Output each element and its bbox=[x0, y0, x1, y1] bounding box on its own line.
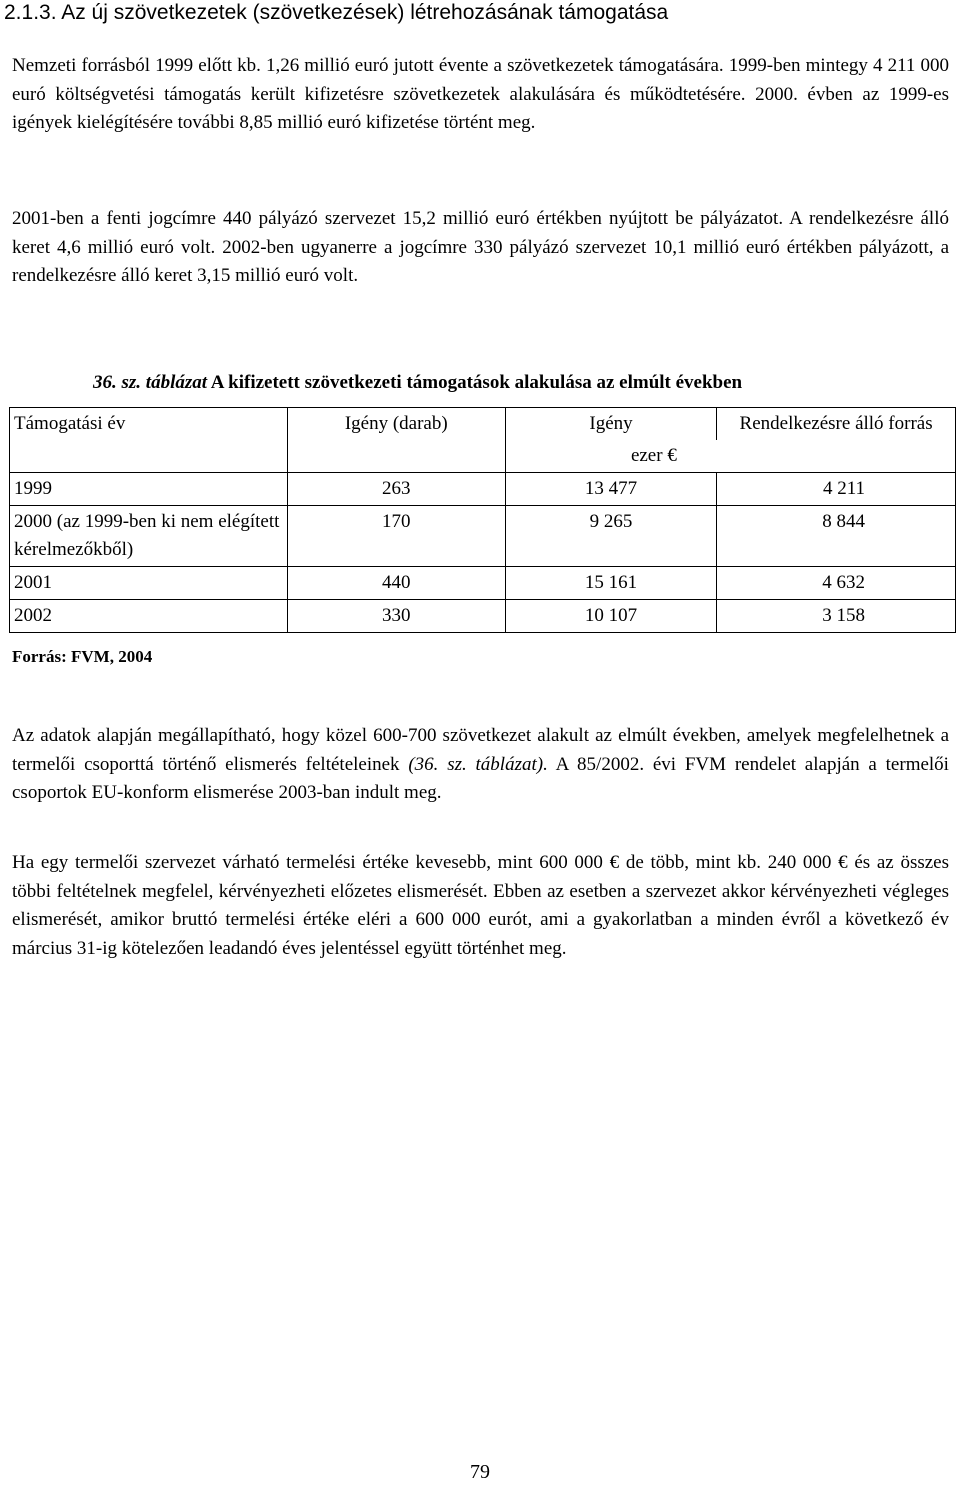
table-unit-row bbox=[10, 440, 956, 473]
table-cell: 15 161 bbox=[505, 567, 716, 600]
table-cell: 2001 bbox=[10, 567, 288, 600]
table-caption-number: 36. sz. táblázat bbox=[93, 372, 208, 393]
paragraph-3 bbox=[12, 722, 949, 808]
table-cell: 2000 (az 1999-ben ki nem elégített kérelmezőkből) bbox=[10, 506, 288, 567]
header-cell-count: Igény (darab) bbox=[287, 408, 505, 441]
table-caption bbox=[93, 370, 742, 396]
table-cell: 10 107 bbox=[505, 600, 716, 633]
table-cell: 1999 bbox=[10, 473, 288, 506]
table-caption-title: A kifizetett szövetkezeti támogatások alakulása az elmúlt években bbox=[207, 372, 743, 393]
paragraph-1: Nemzeti forrásból 1999 előtt kb. 1,26 millió euró jutott évente a szövetkezetek támogatására. 1999-ben mintegy 4 211 000 euró költségvetési támogatás került kifizetésre szövetkezetek alakulására és működtetésére. 2000. évben az 1999-es igények kielégítésére további 8,85 millió euró kifizetése történt meg. bbox=[12, 55, 949, 133]
paragraph-2: 2001-ben a fenti jogcímre 440 pályázó szervezet 15,2 millió euró értékben nyújtott be pályázatot. A rendelkezésre álló keret 4,6 millió euró volt. 2002-ben ugyanerre a jogcímre 330 pályázó szervezet 10,1 millió euró értékben pályázott, a rendelkezésre álló keret 3,15 millió euró volt. bbox=[12, 208, 949, 286]
table-cell: 4 211 bbox=[717, 473, 956, 506]
table-row bbox=[10, 506, 956, 567]
table-cell: 9 265 bbox=[505, 506, 716, 567]
paragraph-3-tail: A 85/2002. évi FVM rendelet alapján a termelői csoportok EU-konform elismerése 2003-ban indult meg. bbox=[12, 753, 949, 803]
table-cell: 440 bbox=[287, 567, 505, 600]
table-row bbox=[10, 473, 956, 506]
table-cell: 8 844 bbox=[717, 506, 956, 567]
table-header-row bbox=[10, 408, 956, 441]
table-cell: 13 477 bbox=[505, 473, 716, 506]
section-heading: 2.1.3. Az új szövetkezetek (szövetkezések) létrehozásának támogatása bbox=[4, 1, 669, 24]
table-cell: 2002 bbox=[10, 600, 288, 633]
header-cell-year: Támogatási év bbox=[10, 408, 288, 441]
table-cell: 170 bbox=[287, 506, 505, 567]
header-cell-available: Rendelkezésre álló forrás bbox=[717, 408, 956, 441]
table-row bbox=[10, 600, 956, 633]
support-table bbox=[9, 407, 956, 633]
table-row bbox=[10, 567, 956, 600]
table-cell: 4 632 bbox=[717, 567, 956, 600]
page-number: 79 bbox=[470, 1461, 490, 1483]
table-reference: (36. sz. táblázat). bbox=[408, 753, 548, 775]
table-cell: 330 bbox=[287, 600, 505, 633]
paragraph-3-main: Az adatok alapján megállapítható, hogy közel 600-700 szövetkezet alakult az elmúlt években, amelyek megfelelhetnek a termelői csoporttá történő elismerés feltételeinek bbox=[12, 725, 949, 775]
table-cell: 263 bbox=[287, 473, 505, 506]
header-cell-demand: Igény bbox=[505, 408, 716, 441]
table-cell: 3 158 bbox=[717, 600, 956, 633]
table-source: Forrás: FVM, 2004 bbox=[12, 647, 153, 666]
paragraph-4: Ha egy termelői szervezet várható termelési értéke kevesebb, mint 600 000 € de több, mint kb. 240 000 € és az összes többi feltételnek megfelel, kérvényezheti előzetes elismerését. Ebben az esetben a szervezet akkor kérvényezheti végleges elismerését, amikor bruttó termelési értéke eléri a 600 000 eurót, ami a gyakorlatban a minden évről a következő év március 31-ig kötelezően leadandó éves jelentéssel együtt történhet meg. bbox=[12, 852, 949, 959]
unit-label: ezer € bbox=[505, 440, 955, 473]
